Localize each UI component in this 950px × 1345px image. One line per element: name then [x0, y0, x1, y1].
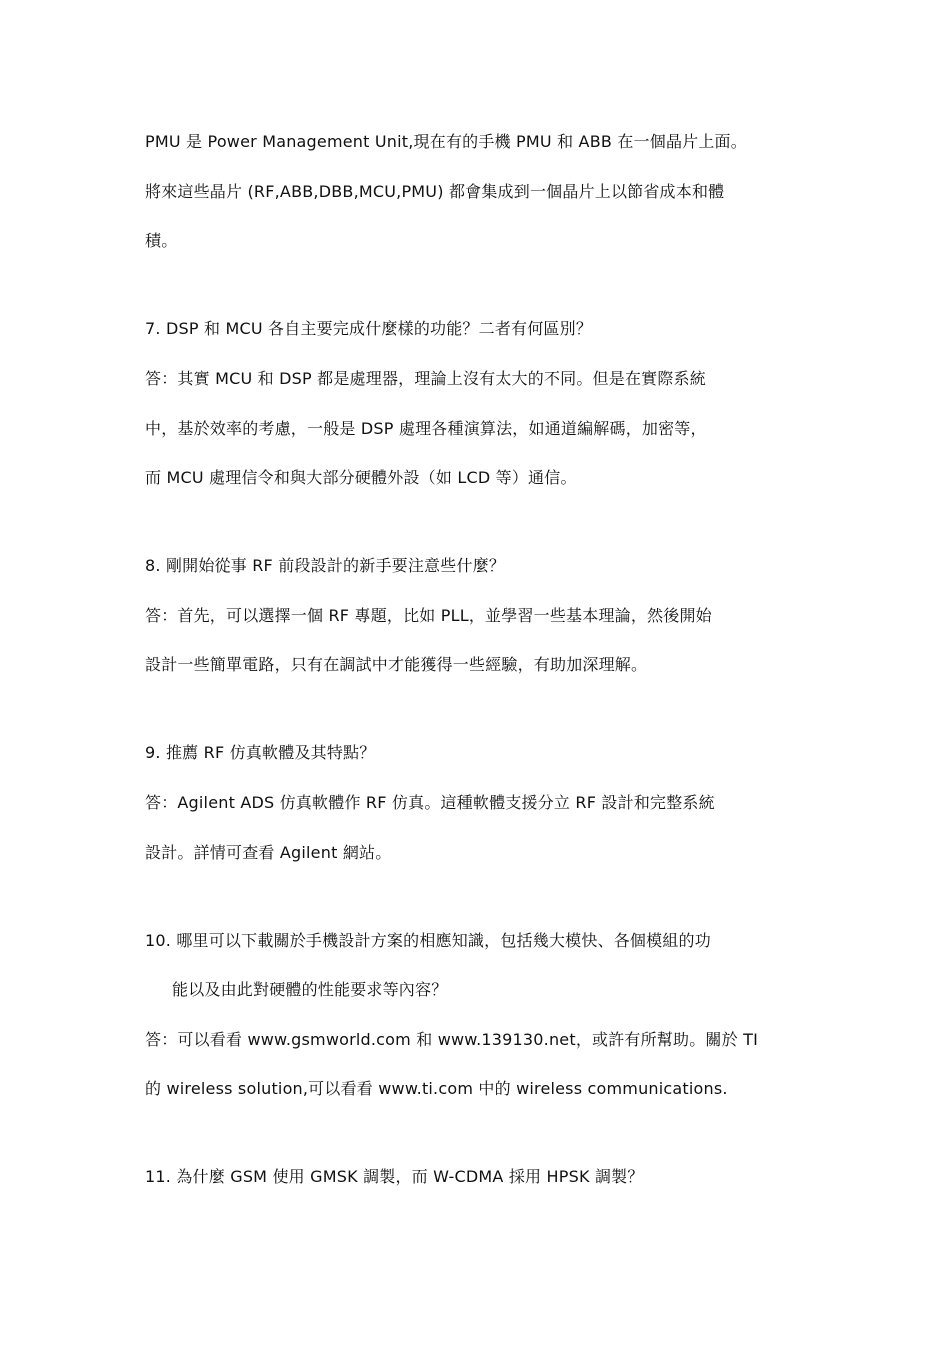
question-9: 9. 推薦 RF 仿真軟體及其特點？	[145, 743, 376, 762]
question-10-line-1: 10. 哪里可以下載關於手機設計方案的相應知識，包括幾大模快、各個模組的功	[145, 931, 711, 950]
answer-7-line-3: 而 MCU 處理信令和與大部分硬體外設（如 LCD 等）通信。	[145, 468, 577, 487]
intro-line-1: PMU 是 Power Management Unit,現在有的手機 PMU 和 ABB 在一個晶片上面。	[145, 132, 747, 151]
intro-line-3: 積。	[145, 231, 178, 250]
answer-9-line-2: 設計。詳情可查看 Agilent 網站。	[145, 843, 392, 862]
question-7: 7. DSP 和 MCU 各自主要完成什麼樣的功能？二者有何區別？	[145, 319, 593, 338]
question-8: 8. 剛開始從事 RF 前段設計的新手要注意些什麼？	[145, 556, 506, 575]
question-10-line-2: 能以及由此對硬體的性能要求等內容？	[172, 980, 448, 999]
question-11: 11. 為什麼 GSM 使用 GMSK 調製，而 W-CDMA 採用 HPSK 調製？	[145, 1167, 644, 1186]
answer-8-line-2: 設計一些簡單電路，只有在調試中才能獲得一些經驗，有助加深理解。	[145, 655, 648, 674]
intro-line-2: 將來這些晶片 (RF,ABB,DBB,MCU,PMU) 都會集成到一個晶片上以節省成本和體	[145, 182, 725, 201]
answer-9-line-1: 答：Agilent ADS 仿真軟體作 RF 仿真。這種軟體支援分立 RF 設計和完整系統	[145, 793, 715, 812]
answer-10-line-1: 答：可以看看 www.gsmworld.com 和 www.139130.net，或許有所幫助。關於 TI	[145, 1030, 758, 1049]
answer-8-line-1: 答：首先，可以選擇一個 RF 專題，比如 PLL，並學習一些基本理論，然後開始	[145, 606, 712, 625]
answer-7-line-2: 中，基於效率的考慮，一般是 DSP 處理各種演算法，如通道編解碼，加密等，	[145, 419, 707, 438]
answer-7-line-1: 答：其實 MCU 和 DSP 都是處理器，理論上沒有太大的不同。但是在實際系統	[145, 369, 706, 388]
answer-10-line-2: 的 wireless solution,可以看看 www.ti.com 中的 wireless communications.	[145, 1079, 728, 1098]
